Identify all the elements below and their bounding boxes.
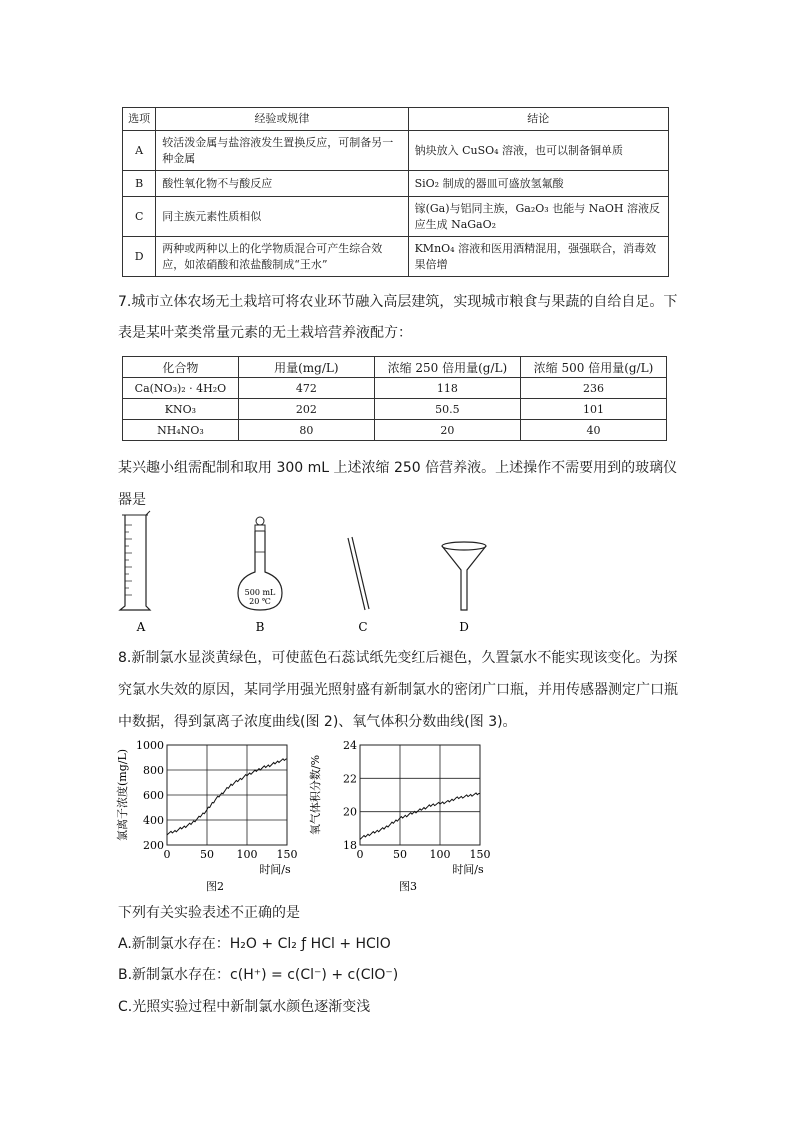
value-cell: 80 (238, 420, 374, 441)
value-cell: 20 (374, 420, 520, 441)
y-axis-label: 氯离子浓度(mg/L) (116, 748, 129, 842)
table-row (123, 131, 669, 171)
x-axis-label: 时间/s (452, 863, 484, 876)
value-cell: 101 (520, 399, 666, 420)
table-row (123, 378, 667, 399)
header-cell: 经验或规律 (156, 108, 408, 131)
value-cell: 472 (238, 378, 374, 399)
compound-cell: KNO₃ (123, 399, 239, 420)
x-tick-label: 0 (163, 848, 171, 861)
question-8-intro: 8.新制氯水显淡黄绿色，可使蓝色石蕊试纸先变红后褪色，久置氯水不能实现该变化。为探究氯水失效的原因，某同学用强光照射盛有新制氯水的密闭广口瓶，并用传感器测定广口瓶中数据，得到氯离子浓度曲线(图 2)、氧气体积分数曲线(图 3)。 (118, 650, 678, 730)
table-header-row (123, 357, 667, 378)
apparatus-label-a: A (136, 620, 146, 634)
compound-cell: Ca(NO₃)₂ · 4H₂O (123, 378, 239, 399)
experience-rule-table (122, 107, 669, 277)
header-cell: 选项 (123, 108, 156, 131)
value-cell: 118 (374, 378, 520, 399)
chart-title: 图2 (206, 880, 224, 893)
y-tick-label: 400 (143, 814, 164, 827)
plot-frame (360, 745, 480, 845)
chloride-concentration-chart (112, 733, 302, 893)
option-cell: B (123, 171, 156, 197)
volumetric-flask-icon (238, 517, 282, 610)
glassware-figure (110, 510, 510, 635)
x-tick-label: 100 (236, 848, 258, 861)
rule-cell: 较活泼金属与盐溶液发生置换反应，可制备另一种金属 (156, 131, 408, 171)
option-cell: D (123, 237, 156, 277)
conclusion-cell: KMnO₄ 溶液和医用酒精混用，强强联合，消毒效果倍增 (408, 237, 668, 277)
y-tick-label: 20 (343, 805, 357, 819)
option-a: A.新制氯水存在：H₂O + Cl₂ ƒ HCl + HClO (118, 936, 391, 952)
table-row (123, 237, 669, 277)
apparatus-label-c: C (358, 620, 368, 634)
option-c: C.光照实验过程中新制氯水颜色逐渐变浅 (118, 999, 371, 1015)
question-7-text: 某兴趣小组需配制和取用 300 mL 上述浓缩 250 倍营养液。上述操作不需要用到的玻璃仪器是 (118, 460, 678, 508)
y-tick-label: 200 (143, 839, 164, 852)
flask-temp-text: 20 ℃ (249, 597, 271, 606)
glass-rod-icon (348, 537, 369, 610)
apparatus-label-d: D (459, 620, 469, 634)
y-tick-label: 24 (343, 739, 357, 752)
conclusion-cell: 钠块放入 CuSO₄ 溶液，也可以制备铜单质 (408, 131, 668, 171)
conclusion-cell: SiO₂ 制成的器皿可盛放氢氟酸 (408, 171, 668, 197)
header-cell: 浓缩 500 倍用量(g/L) (520, 357, 666, 378)
nutrient-solution-table (122, 356, 667, 441)
y-tick-label: 600 (143, 789, 164, 802)
x-tick-label: 150 (276, 848, 298, 861)
x-tick-label: 0 (356, 848, 364, 861)
table-row (123, 197, 669, 237)
value-cell: 236 (520, 378, 666, 399)
table-header-row (123, 108, 669, 131)
y-axis-label: 氧气体积分数/% (309, 754, 322, 836)
header-cell: 浓缩 250 倍用量(g/L) (374, 357, 520, 378)
table-row (123, 420, 667, 441)
conclusion-cell: 镓(Ga)与铝同主族，Ga₂O₃ 也能与 NaOH 溶液反应生成 NaGaO₂ (408, 197, 668, 237)
header-cell: 化合物 (123, 357, 239, 378)
table-row (123, 399, 667, 420)
oxygen-fraction-chart (305, 733, 495, 893)
data-series-line (360, 793, 480, 840)
chart-title: 图3 (399, 880, 417, 893)
rule-cell: 两种或两种以上的化学物质混合可产生综合效应，如浓硝酸和浓盐酸制成“王水” (156, 237, 408, 277)
value-cell: 50.5 (374, 399, 520, 420)
table-row (123, 171, 669, 197)
y-tick-label: 800 (143, 764, 164, 777)
flask-volume-text: 500 mL (244, 588, 276, 597)
graduated-cylinder-icon (120, 511, 150, 610)
value-cell: 40 (520, 420, 666, 441)
question-8-text: 下列有关实验表述不正确的是 (118, 905, 300, 921)
rule-cell: 酸性氧化物不与酸反应 (156, 171, 408, 197)
y-tick-label: 22 (343, 772, 357, 786)
compound-cell: NH₄NO₃ (123, 420, 239, 441)
x-tick-label: 50 (200, 848, 214, 861)
header-cell: 用量(mg/L) (238, 357, 374, 378)
option-cell: A (123, 131, 156, 171)
header-cell: 结论 (408, 108, 668, 131)
option-b: B.新制氯水存在：c(H⁺) = c(Cl⁻) + c(ClO⁻) (118, 967, 399, 983)
option-cell: C (123, 197, 156, 237)
x-tick-label: 50 (393, 848, 407, 861)
question-7-intro: 7.城市立体农场无土栽培可将农业环节融入高层建筑，实现城市粮食与果蔬的自给自足。下表是某叶菜类常量元素的无土栽培营养液配方： (118, 294, 678, 341)
x-tick-label: 100 (429, 848, 451, 861)
x-axis-label: 时间/s (259, 863, 291, 876)
x-tick-label: 150 (469, 848, 491, 861)
rule-cell: 同主族元素性质相似 (156, 197, 408, 237)
y-tick-label: 18 (343, 839, 357, 852)
funnel-icon (442, 542, 486, 610)
y-tick-label: 1000 (136, 739, 164, 752)
apparatus-label-b: B (255, 620, 265, 634)
value-cell: 202 (238, 399, 374, 420)
